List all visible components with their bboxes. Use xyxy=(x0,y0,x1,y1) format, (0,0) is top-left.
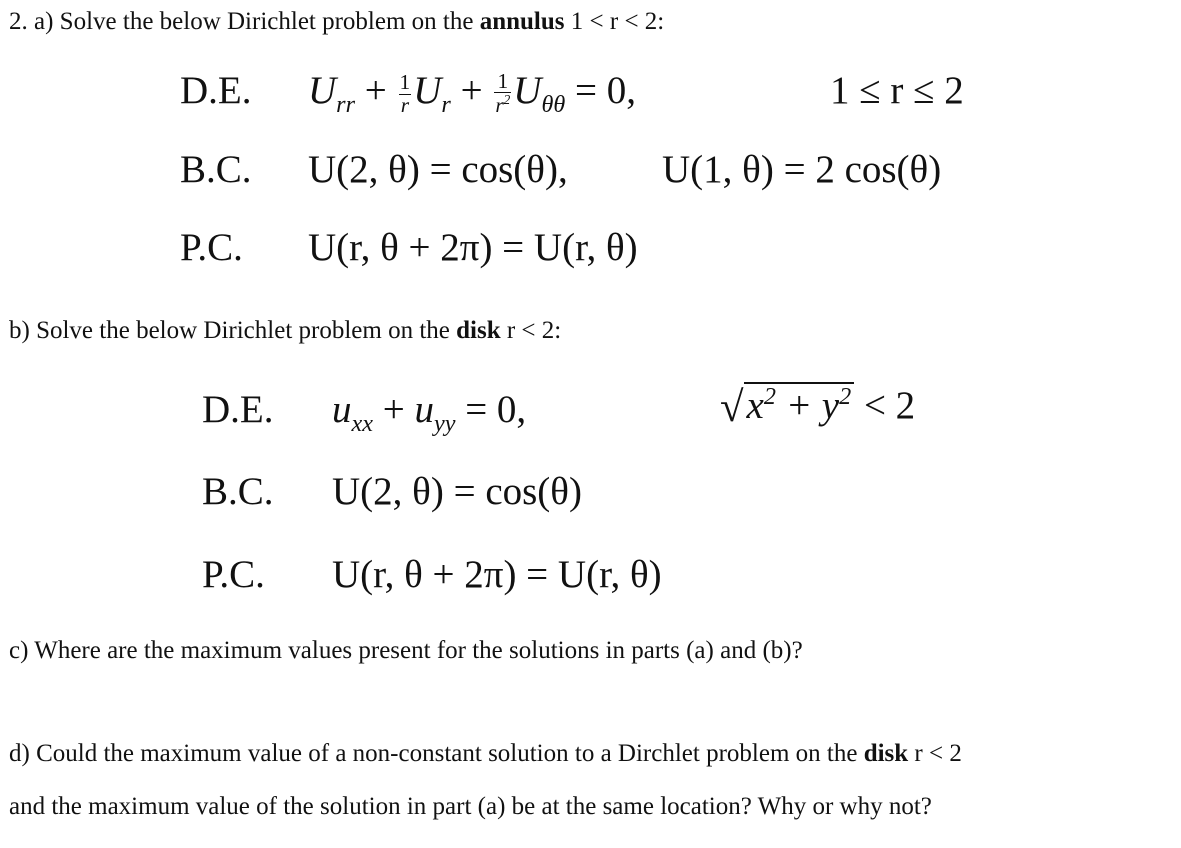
part-b-suffix: r < 2: xyxy=(500,317,562,344)
part-b-de-equation: $u_{xx} + u_{yy} = 0$, xyxy=(332,388,527,437)
part-d-bold-disk: disk xyxy=(863,740,909,767)
part-b-pc: U(r, θ + 2π) = U(r, θ) xyxy=(332,553,662,596)
part-b-bold-disk: disk xyxy=(456,317,501,344)
part-d-prompt-line2: and the maximum value of the solution in part (a) be at the same location? Why or why not? xyxy=(9,793,932,820)
part-a-bc-2: U(1, θ) = 2 cos(θ) xyxy=(662,148,942,191)
part-a-pc-label: P.C. xyxy=(180,226,243,269)
part-d-prefix: d) Could the maximum value of a non-constant solution to a Dirchlet problem on the xyxy=(9,740,864,767)
part-b-prefix: b) Solve the below Dirichlet problem on the xyxy=(9,317,457,344)
part-a-bc-label: B.C. xyxy=(180,148,252,191)
part-a-bc-1: U(2, θ) = cos(θ), xyxy=(308,148,568,191)
part-a-prefix: 2. a) Solve the below Dirichlet problem on the xyxy=(9,8,480,35)
part-a-bold-annulus: annulus xyxy=(479,8,565,35)
part-d-prompt-line1 xyxy=(9,740,962,768)
part-a-de-label: D.E. xyxy=(180,69,252,112)
part-a-de-range: 1 ≤ r ≤ 2 xyxy=(830,69,964,112)
part-b-prompt xyxy=(9,317,561,345)
part-a-de-equation: $U_{rr}$ + $\frac{1}{r}$ $U_r$ + $\frac{1}{r^2}$ $U_{\theta\theta} = 0$, xyxy=(308,69,636,118)
part-b-pc-label: P.C. xyxy=(202,553,265,596)
part-a-pc: U(r, θ + 2π) = U(r, θ) xyxy=(308,226,638,269)
part-b-bc-label: B.C. xyxy=(202,470,274,513)
part-b-de-range xyxy=(720,383,915,432)
part-b-de-range-rhs: < 2 xyxy=(854,384,916,427)
part-a-prompt xyxy=(9,8,664,36)
part-a-suffix: 1 < r < 2: xyxy=(564,8,665,35)
part-d-suffix: r < 2 xyxy=(908,740,962,767)
square-root: $√x^2 + y^2$ xyxy=(720,383,854,432)
part-b-bc: U(2, θ) = cos(θ) xyxy=(332,470,582,513)
part-b-de-label: D.E. xyxy=(202,388,274,431)
part-c-prompt: c) Where are the maximum values present for the solutions in parts (a) and (b)? xyxy=(9,637,803,664)
